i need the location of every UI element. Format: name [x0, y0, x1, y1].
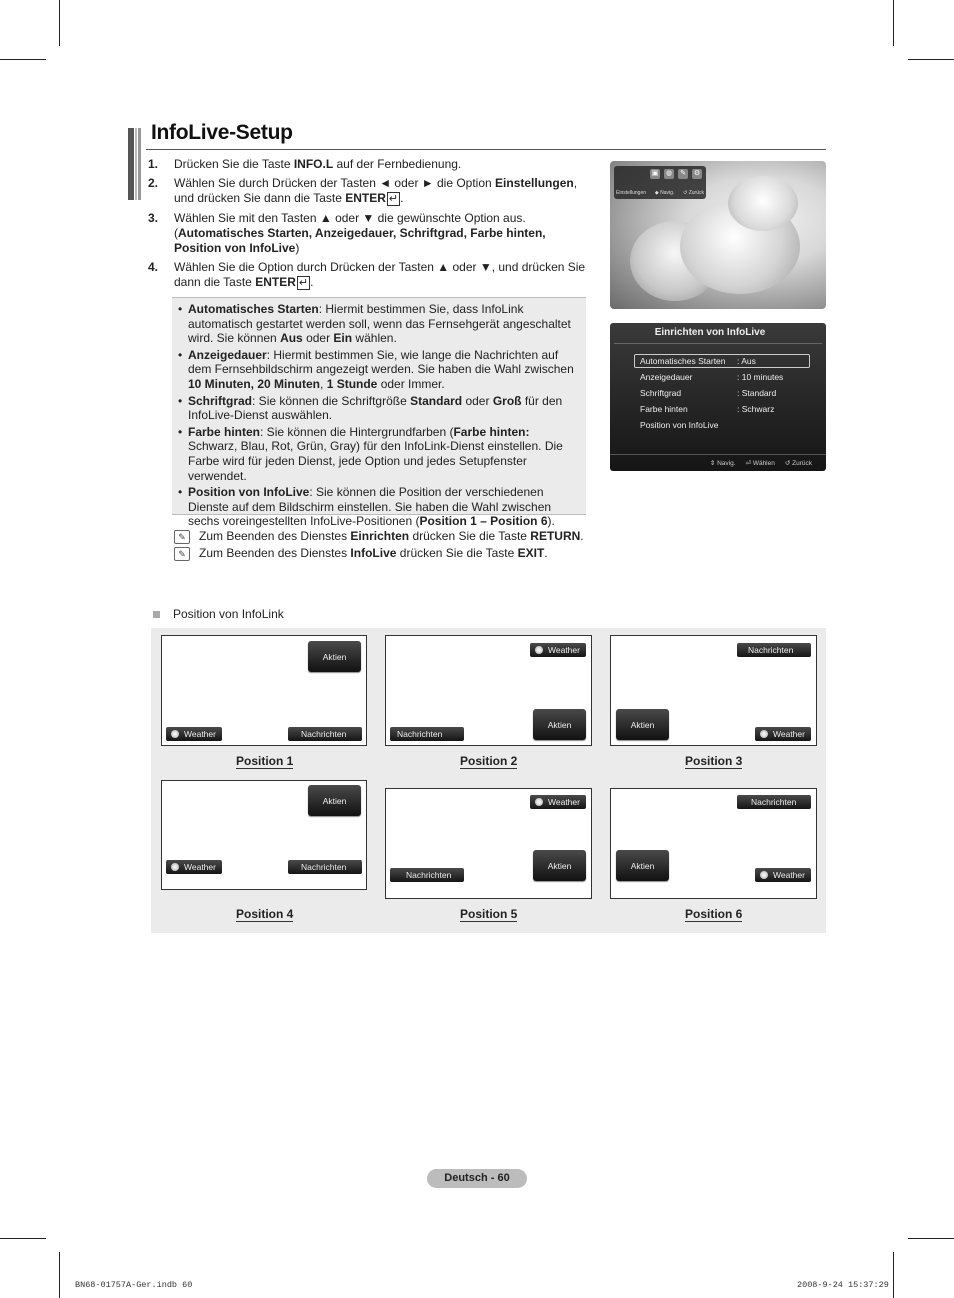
- picture-icon: ▣: [651, 170, 659, 177]
- nachrichten-widget: [288, 727, 362, 741]
- print-file-info: BN68-01757A-Ger.indb 60: [75, 1280, 193, 1290]
- option-text: : Sie können die Schriftgröße: [252, 393, 411, 408]
- menu-row-key: Position von InfoLive: [640, 420, 719, 430]
- option-name: Automatisches Starten: [188, 302, 319, 316]
- option-value: 10 Minuten, 20 Minuten: [188, 376, 321, 391]
- option-name: Farbe hinten: [188, 424, 261, 439]
- option-value: Ein: [333, 331, 353, 346]
- option-text: oder: [302, 331, 334, 346]
- option-name: Anzeigedauer: [188, 347, 267, 362]
- square-bullet-icon: [153, 611, 160, 618]
- note-text: drücken Sie die Taste: [396, 546, 518, 560]
- tv-screenshot-photo: [610, 161, 826, 309]
- tv-osd-bar: [614, 166, 706, 199]
- weather-icon: [760, 730, 768, 738]
- return-icon: ↺: [683, 190, 688, 196]
- key-name: INFO.L: [293, 157, 334, 171]
- option-text: : Sie können die Hintergrundfarben (: [260, 424, 454, 439]
- bullet: •: [178, 347, 183, 362]
- nachrichten-widget: [737, 795, 811, 809]
- menu-row-background-color[interactable]: [640, 402, 810, 416]
- note-term: Einrichten: [350, 529, 410, 543]
- note-text: Zum Beenden des Dienstes: [199, 529, 351, 543]
- positions-grid: [151, 628, 826, 933]
- aktien-widget: Aktien: [533, 709, 586, 740]
- return-icon: ↺: [784, 460, 791, 467]
- weather-widget: [166, 727, 222, 741]
- weather-icon: [171, 730, 179, 738]
- step-number: 3.: [148, 211, 159, 225]
- weather-icon: [535, 646, 543, 654]
- globe-icon: ◍: [665, 170, 673, 177]
- enter-icon: ↵: [388, 193, 399, 205]
- widget-label: Nachrichten: [301, 862, 347, 872]
- aktien-widget: Aktien: [616, 709, 669, 740]
- updown-icon: ⇕: [709, 460, 716, 467]
- step-number: 1.: [148, 157, 159, 171]
- infolive-setup-menu: [610, 323, 826, 471]
- positions-heading-text: Position von InfoLink: [173, 607, 284, 621]
- aktien-widget: Aktien: [616, 850, 669, 881]
- enter-icon: ⏎: [745, 460, 751, 467]
- option-name: Automatisches Starten, Anzeigedauer, Schriftgrad, Farbe hinten, Position von InfoLive: [174, 226, 546, 255]
- option-text: : Hiermit bestimmen Sie, dass InfoLink automatisch gestartet werden soll, wenn das Fernsehgerät angeschaltet wird. Sie können: [188, 302, 571, 346]
- menu-divider: [614, 343, 822, 344]
- key-name: ENTER: [345, 191, 386, 205]
- title-rule: [146, 149, 826, 150]
- title-decoration: [128, 128, 141, 200]
- option-text: für den InfoLive-Dienst auswählen.: [188, 393, 563, 423]
- nav-hint: Navig.: [717, 460, 736, 467]
- crop-mark: [0, 1238, 46, 1239]
- option-value: Groß: [492, 393, 522, 408]
- option-value: Farbe hinten:: [453, 424, 530, 439]
- aktien-widget: Aktien: [533, 850, 586, 881]
- note-text: drücken Sie die Taste: [409, 529, 531, 543]
- crop-mark: [893, 0, 894, 46]
- option-name: Position von InfoLive: [188, 485, 310, 500]
- option-value: Standard: [410, 393, 463, 408]
- option-text: Schwarz, Blau, Rot, Grün, Gray) für den InfoLink-Dienst einstellen. Die Farbe wird für jeden Dienst, jede Option und jedes Setupfenster verwendet.: [188, 439, 563, 483]
- option-value: Position 1 – Position 6: [419, 514, 548, 529]
- note-key: EXIT: [517, 546, 545, 560]
- nachrichten-widget: [737, 643, 811, 657]
- steps-list: [148, 157, 594, 295]
- bullet: •: [178, 393, 183, 408]
- menu-row-value: : 10 minutes: [737, 372, 784, 382]
- aktien-widget: Aktien: [308, 785, 361, 816]
- pencil-icon: ✎: [678, 169, 688, 179]
- note-term: InfoLive: [350, 546, 397, 560]
- position-4-screen: [161, 780, 367, 890]
- weather-icon: [535, 798, 543, 806]
- menu-row-auto-start[interactable]: [634, 354, 810, 368]
- option-text: ).: [547, 514, 555, 529]
- position-3-screen: [610, 635, 817, 746]
- option-item: [178, 394, 580, 423]
- position-6-screen: [610, 788, 817, 899]
- widget-label: Nachrichten: [751, 797, 797, 807]
- option-value: 1 Stunde: [326, 376, 378, 391]
- menu-row-position[interactable]: [640, 418, 810, 432]
- widget-label: Weather: [773, 870, 805, 880]
- crop-mark: [893, 1252, 894, 1298]
- crop-mark: [908, 59, 954, 60]
- enter-icon: ↵: [298, 277, 309, 289]
- menu-row-value: : Schwarz: [737, 404, 775, 414]
- position-3-label: Position 3: [685, 754, 743, 768]
- option-text: : Sie können die Position der verschiedenen Dienste auf dem Bildschirm einstellen. Sie haben die Wahl zwischen sechs voreingestellten InfoLive-Positionen (: [188, 485, 552, 529]
- widget-label: Weather: [773, 729, 805, 739]
- option-item: [178, 485, 580, 529]
- note-text: Zum Beenden des Dienstes: [199, 546, 351, 560]
- step-text: .: [400, 191, 404, 205]
- option-name: Einstellungen: [495, 176, 574, 190]
- menu-row-key: Farbe hinten: [640, 404, 688, 414]
- bullet: •: [178, 424, 183, 439]
- step-number: 4.: [148, 260, 159, 274]
- note-icon: ✎: [174, 547, 190, 561]
- settings-icon: ⚙: [693, 170, 701, 177]
- positions-heading: [153, 607, 284, 621]
- menu-row-key: Automatisches Starten: [640, 356, 726, 366]
- menu-row-value: : Aus: [737, 356, 756, 366]
- step-text: Wählen Sie durch Drücken der Tasten ◄ oder ► die Option: [174, 176, 496, 190]
- osd-label: Einstellungen: [616, 190, 647, 196]
- step-text: Wählen Sie die Option durch Drücken der Tasten ▲ oder ▼, und drücken Sie dann die Taste: [174, 260, 586, 289]
- option-item: [178, 348, 580, 392]
- position-4-label: Position 4: [236, 907, 294, 921]
- select-hint: Wählen: [752, 460, 775, 467]
- step-text: ): [295, 241, 300, 255]
- weather-widget: [530, 795, 586, 809]
- weather-widget: [755, 727, 811, 741]
- position-1-screen: [161, 635, 367, 746]
- position-2-screen: [385, 635, 592, 746]
- option-text: : Hiermit bestimmen Sie, wie lange die Nachrichten auf dem Fernsehbildschirm angezeigt werden. Sie haben die Wahl zwischen: [188, 347, 574, 377]
- step-2: [148, 176, 594, 207]
- bullet: •: [178, 485, 183, 500]
- option-name: Schriftgrad: [188, 393, 253, 408]
- options-box: [172, 297, 586, 529]
- note-item: [174, 528, 584, 545]
- menu-row-key: Schriftgrad: [640, 388, 682, 398]
- nachrichten-widget: [390, 727, 464, 741]
- step-4: [148, 260, 594, 291]
- option-value: Aus: [280, 331, 303, 346]
- position-1-label: Position 1: [236, 754, 294, 768]
- note-text: .: [544, 546, 548, 560]
- crop-mark: [0, 59, 46, 60]
- step-3: [148, 211, 594, 256]
- widget-label: Weather: [548, 645, 580, 655]
- note-key: RETURN: [530, 529, 581, 543]
- weather-icon: [760, 871, 768, 879]
- weather-widget: [530, 643, 586, 657]
- step-number: 2.: [148, 176, 159, 190]
- notes: [174, 528, 584, 562]
- note-text: .: [580, 529, 584, 543]
- step-text: auf der Fernbedienung.: [333, 157, 462, 171]
- key-name: ENTER: [255, 275, 296, 289]
- menu-row-duration[interactable]: [640, 370, 810, 384]
- menu-row-value: : Standard: [737, 388, 777, 398]
- menu-title: Einrichten von InfoLive: [654, 327, 766, 338]
- menu-row-font-size[interactable]: [640, 386, 810, 400]
- option-text: oder: [462, 393, 493, 408]
- crop-mark: [908, 1238, 954, 1239]
- option-text: wählen.: [352, 331, 397, 346]
- bullet: •: [178, 302, 183, 316]
- menu-footer: [610, 454, 826, 471]
- page-title: InfoLive-Setup: [151, 121, 293, 144]
- step-text: .: [310, 275, 314, 289]
- position-2-label: Position 2: [460, 754, 518, 768]
- widget-label: Weather: [548, 797, 580, 807]
- widget-label: Weather: [184, 862, 216, 872]
- widget-label: Nachrichten: [301, 729, 347, 739]
- widget-label: Weather: [184, 729, 216, 739]
- note-icon: ✎: [174, 530, 190, 544]
- polar-bear-image: [728, 176, 798, 231]
- crop-mark: [59, 1252, 60, 1298]
- widget-label: Nachrichten: [397, 729, 443, 739]
- position-5-screen: [385, 788, 592, 899]
- note-item: [174, 545, 584, 562]
- option-item: [178, 425, 580, 483]
- option-text: oder Immer.: [377, 376, 445, 391]
- widget-label: Nachrichten: [406, 870, 452, 880]
- step-text: Wählen Sie mit den Tasten ▲ oder ▼ die gewünschte Option aus. (: [174, 211, 526, 240]
- page-number: Deutsch - 60: [427, 1169, 527, 1188]
- option-item: [178, 302, 580, 346]
- option-text: ,: [320, 376, 327, 391]
- step-text: Drücken Sie die Taste: [174, 157, 294, 171]
- nachrichten-widget: [390, 868, 464, 882]
- back-hint: Zurück: [792, 460, 812, 467]
- step-text: , und drücken Sie dann die Taste: [174, 176, 578, 205]
- position-6-label: Position 6: [685, 907, 743, 921]
- nachrichten-widget: [288, 860, 362, 874]
- osd-nav-hint: ◆ Navig.: [654, 190, 675, 196]
- step-1: [148, 157, 594, 172]
- position-5-label: Position 5: [460, 907, 518, 921]
- menu-row-key: Anzeigedauer: [640, 372, 693, 382]
- osd-back-hint: Zurück: [688, 190, 704, 196]
- print-date-info: 2008-9-24 15:37:29: [797, 1280, 889, 1290]
- weather-widget: [755, 868, 811, 882]
- weather-icon: [171, 863, 179, 871]
- aktien-widget: Aktien: [308, 641, 361, 672]
- weather-widget: [166, 860, 222, 874]
- widget-label: Nachrichten: [748, 645, 794, 655]
- crop-mark: [59, 0, 60, 46]
